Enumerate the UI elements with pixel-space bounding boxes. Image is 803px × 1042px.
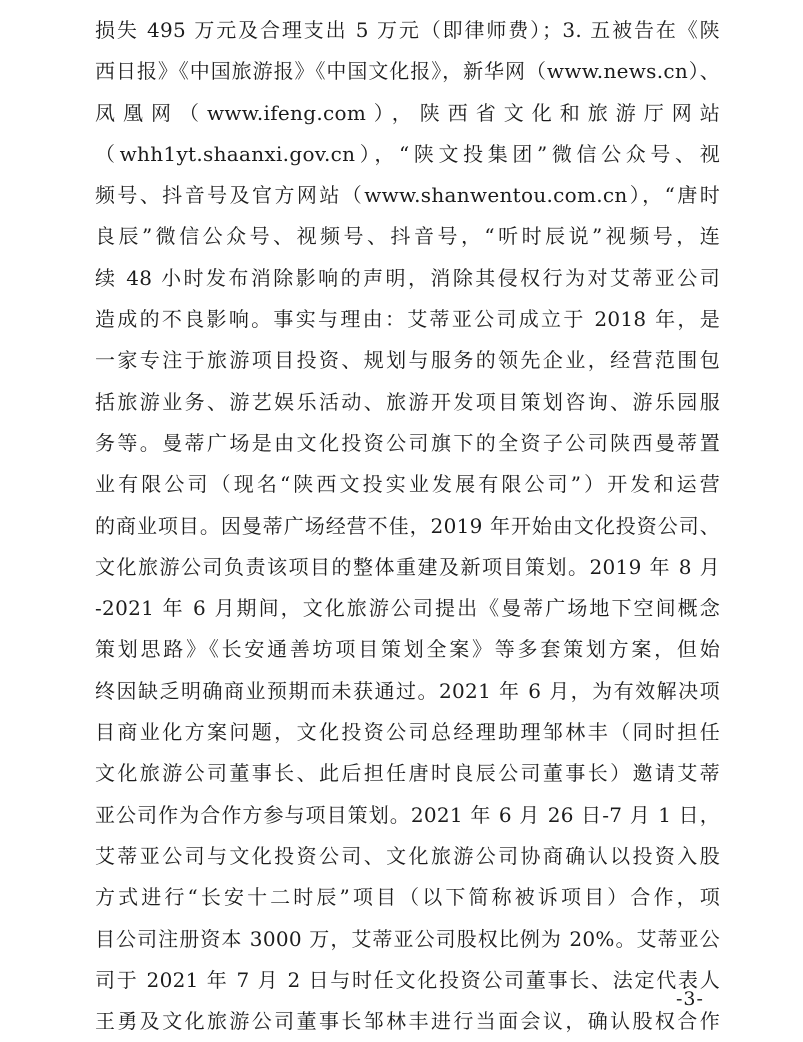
- text-line: 良辰”微信公众号、视频号、抖音号，“听时辰说”视频号，连: [95, 224, 720, 249]
- text-line: 一家专注于旅游项目投资、规划与服务的领先企业，经营范围包: [95, 348, 720, 373]
- text-line: -2021 年 6 月期间，文化旅游公司提出《曼蒂广场地下空间概念: [95, 596, 720, 621]
- body-text: [95, 10, 720, 1042]
- text-line: 西日报》《中国旅游报》《中国文化报》，新华网（www.news.cn）、: [95, 59, 720, 84]
- text-line: 文化旅游公司董事长、此后担任唐时良辰公司董事长）邀请艾蒂: [95, 761, 720, 786]
- text-line: 括旅游业务、游艺娱乐活动、旅游开发项目策划咨询、游乐园服: [95, 389, 720, 414]
- text-line: 艾蒂亚公司与文化投资公司、文化旅游公司协商确认以投资入股: [95, 843, 720, 868]
- text-line: 文化旅游公司负责该项目的整体重建及新项目策划。2019 年 8 月: [95, 554, 720, 579]
- text-line: 凤凰网（www.ifeng.com），陕西省文化和旅游厅网站: [95, 100, 720, 125]
- text-line: 频号、抖音号及官方网站（www.shanwentou.com.cn），“唐时: [95, 183, 720, 208]
- text-line: 续 48 小时发布消除影响的声明，消除其侵权行为对艾蒂亚公司: [95, 265, 720, 290]
- page-number: -3-: [676, 988, 704, 1010]
- text-line: 目商业化方案问题，文化投资公司总经理助理邹林丰（同时担任: [95, 720, 720, 745]
- text-line: 业有限公司（现名“陕西文投实业发展有限公司”）开发和运营: [95, 472, 720, 497]
- text-line: 造成的不良影响。事实与理由：艾蒂亚公司成立于 2018 年，是: [95, 307, 720, 332]
- text-line: 策划思路》《长安通善坊项目策划全案》等多套策划方案，但始: [95, 637, 720, 662]
- text-line: 务等。曼蒂广场是由文化投资公司旗下的全资子公司陕西曼蒂置: [95, 430, 720, 455]
- text-line: 目公司注册资本 3000 万，艾蒂亚公司股权比例为 20%。艾蒂亚公: [95, 926, 720, 951]
- text-line: 王勇及文化旅游公司董事长邹林丰进行当面会议，确认股权合作: [95, 1009, 720, 1034]
- text-line: 方式进行“长安十二时辰”项目（以下简称被诉项目）合作，项: [95, 885, 720, 910]
- text-line: 的商业项目。因曼蒂广场经营不佳，2019 年开始由文化投资公司、: [95, 513, 720, 538]
- text-line: 司于 2021 年 7 月 2 日与时任文化投资公司董事长、法定代表人: [95, 967, 720, 992]
- text-line: （whh1yt.shaanxi.gov.cn），“陕文投集团”微信公众号、视: [95, 141, 720, 166]
- text-line: 终因缺乏明确商业预期而未获通过。2021 年 6 月，为有效解决项: [95, 678, 720, 703]
- text-line: 亚公司作为合作方参与项目策划。2021 年 6 月 26 日-7 月 1 日，: [95, 802, 720, 827]
- text-line: 损失 495 万元及合理支出 5 万元（即律师费）；3. 五被告在《陕: [95, 18, 720, 42]
